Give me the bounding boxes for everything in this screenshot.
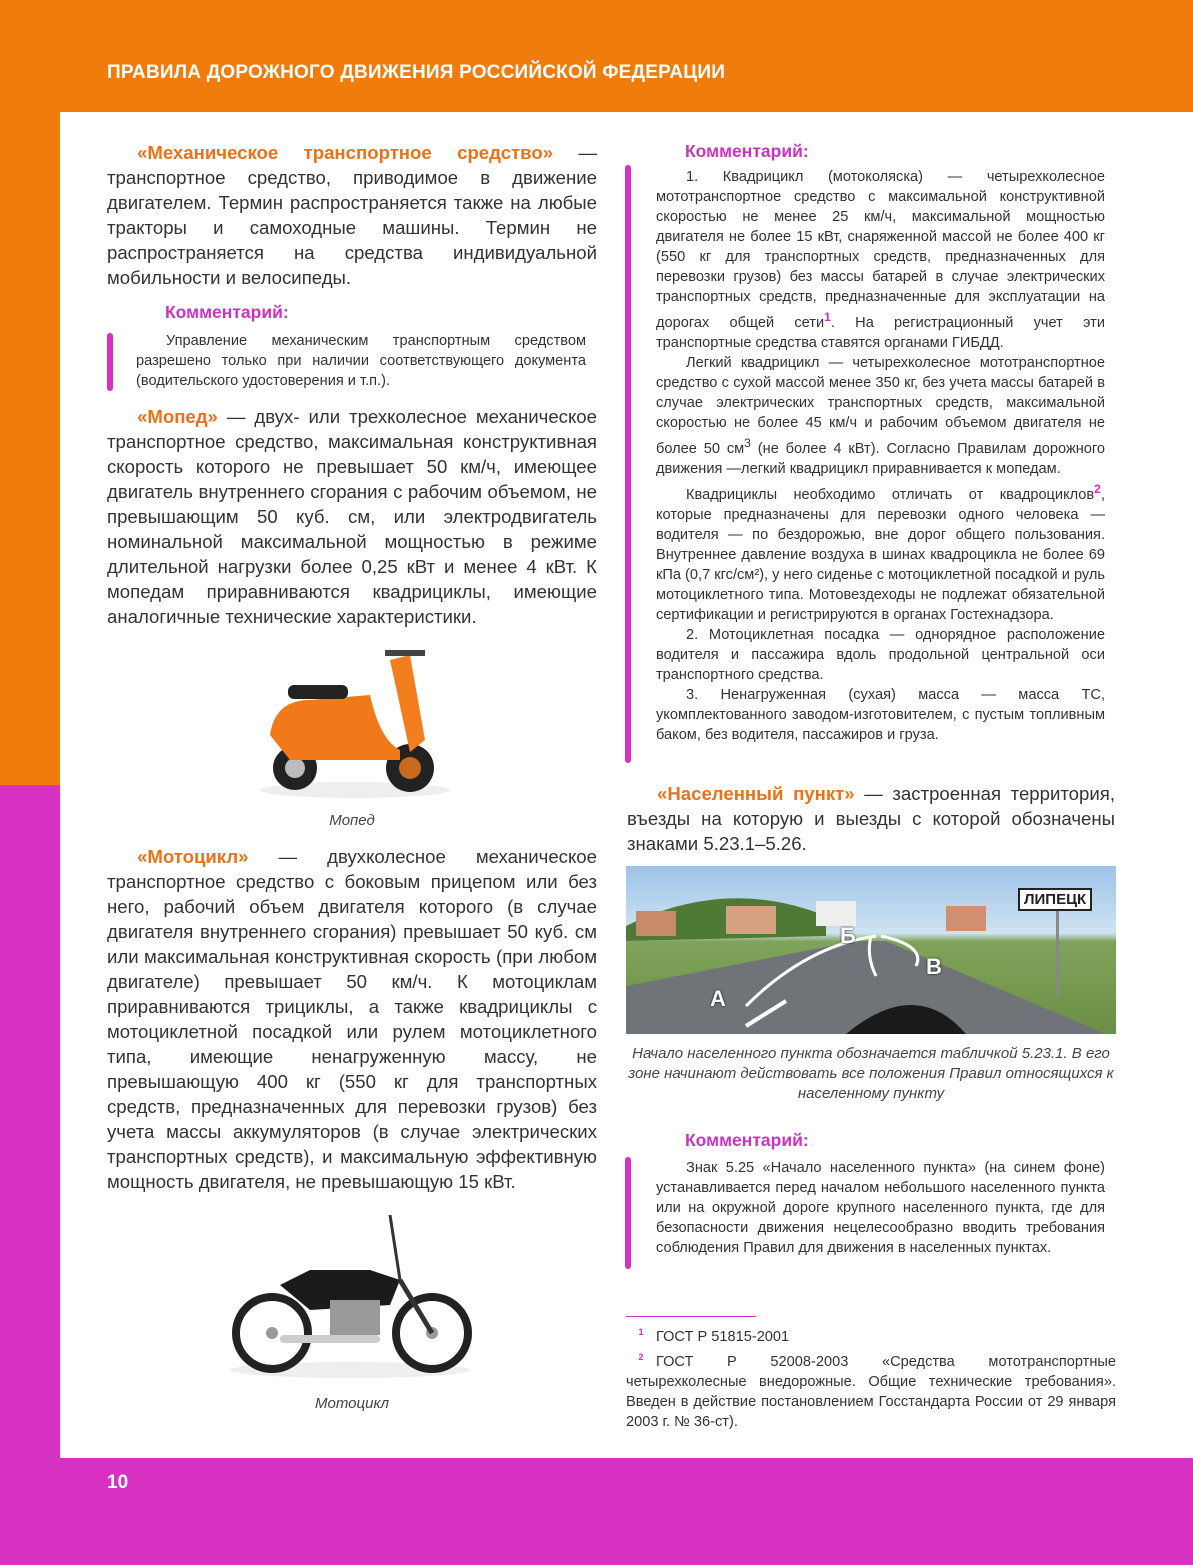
footer-band <box>0 1458 1193 1565</box>
photo-label-a: А <box>710 986 726 1011</box>
running-header: ПРАВИЛА ДОРОЖНОГО ДВИЖЕНИЯ РОССИЙСКОЙ ФЕДЕРАЦИИ <box>107 62 726 83</box>
road-photo <box>626 866 1116 1034</box>
comment-paragraph: Знак 5.25 «Начало населенного пункта» (на синем фоне) устанавливается перед началом небольшого населенного пункта или на окружной дороге крупного населенного пункта, где для безопасности движения нецелесообразно вводить требования соблюдения Правил для движения в населенных пунктах. <box>656 1160 1105 1256</box>
photo-label-b: Б <box>840 923 856 948</box>
comment-heading: Комментарий: <box>685 141 809 161</box>
motorcycle-image <box>220 1205 480 1380</box>
comment-text <box>136 331 586 391</box>
text: , которые предназначены для перевозки одного человека — водителя — по бездорожью, вне дорог общего пользования. Внутреннее давление воздуха в шинах квадроцикла не более 69 кПа (0,7 кгс/см²), у него сиденье с мотоциклетной посадкой и руль мотоциклетного типа. Мотовездеходы не подлежат обязательной сертификации и регистрируются в органах Гостехнадзора. <box>656 486 1105 623</box>
definition-mts <box>107 140 597 290</box>
comment-text <box>656 167 1105 745</box>
footnote-number: 1 <box>638 1327 644 1337</box>
text: . На регистрационный учет эти транспортные средства ставятся органами ГИБДД. <box>656 314 1105 351</box>
footnote-number: 2 <box>638 1352 644 1362</box>
text: 1. Квадрицикл (мотоколяска) — четырехколесное мототранспортное средство с максимальной конструктивной скоростью не менее 25 км/ч, максимальной мощностью двигателя не более 15 кВт, снаряженной массой не более 400 кг (550 кг для транспортных средств, предназначенных для перевозки грузов) без массы батарей в случае электрических транспортных средств, предназначенные для эксплуатации на дорогах общей сети <box>656 169 1105 331</box>
figure-caption: Начало населенного пункта обозначается табличкой 5.23.1. В его зоне начинают действовать все положения Правил относящихся к населенному пункту <box>628 1045 1114 1102</box>
settlement-sign: ЛИПЕЦК <box>1018 888 1092 911</box>
definition-text: — двух- или трехколесное механическое транспортное средство, максимальная конструктивная скорость которого не превышает 50 км/ч, имеющее двигатель внутреннего сгорания с рабочим объемом, не превышающим 50 куб. см, или электродвигатель номинальной максимальной мощностью в режиме длительной нагрузки более 0,25 кВт и менее 4 кВт. К мопедам приравниваются квадрициклы, имеющие аналогичные технические характеристики. <box>107 406 597 627</box>
comment-paragraph <box>656 353 1105 479</box>
term: «Населенный пункт» <box>657 783 855 804</box>
header-band <box>0 0 1193 112</box>
definition-text: — транспортное средство, приводимое в движение двигателем. Термин распространяется также на любые тракторы и самоходные машины. Термин не распространяется на средства индивидуальной мобильности и велосипеды. <box>107 142 597 288</box>
footnote <box>626 1322 1116 1347</box>
text: (не более 4 кВт). Согласно Правилам дорожного движения —легкий квадрицикл приравнивается к мопедам. <box>656 440 1105 477</box>
definition-settlement <box>627 781 1115 856</box>
term: «Механическое транспортное средство» <box>137 142 554 163</box>
side-strip-magenta <box>0 785 60 1465</box>
comment-heading: Комментарий: <box>165 302 289 322</box>
figure-caption: Мопед <box>329 812 375 829</box>
term: «Мотоцикл» <box>137 846 249 867</box>
photo-label-v: В <box>926 954 942 979</box>
comment-bar <box>625 165 631 763</box>
definition-text: — двухколесное механическое транспортное средство с боковым прицепом или без него, рабочий объем двигателя которого (в случае двигателя внутреннего сгорания) превышает 50 куб. см или максимальная конструктивная скорость (при любом двигателе) превышает 50 км/ч. К мотоциклам приравниваются трициклы, а также квадрициклы с мотоциклетной посадкой или рулем мотоциклетного типа, имеющие ненагруженную массу, не превышающую 400 кг (550 кг для транспортных средств, предназначенных для перевозки грузов) без учета массы аккумуляторов (в случае электрических транспортных средств), и максимальную эффективную мощность двигателя, не превышающую 15 кВт. <box>107 846 597 1192</box>
comment-paragraph <box>656 167 1105 353</box>
footnote-text: ГОСТ Р 51815-2001 <box>656 1328 790 1345</box>
footnote-text: ГОСТ Р 52008-2003 «Средства мототранспортные четырехколесные внедорожные. Общие технические требования». Введен в действие постановлением Госстандарта России от 29 января 2003 г. № 36-ст). <box>626 1353 1116 1430</box>
footnote-ref[interactable]: 2 <box>1094 481 1101 496</box>
definition-moped <box>107 404 597 629</box>
comment-text <box>656 1158 1105 1258</box>
definition-motorcycle <box>107 844 597 1194</box>
text: Квадрициклы необходимо отличать от квадроциклов <box>686 486 1095 503</box>
footnote-ref[interactable]: 1 <box>824 310 831 324</box>
figure-caption: Мотоцикл <box>315 1395 389 1412</box>
moped-image <box>250 640 460 800</box>
page-number: 10 <box>107 1472 129 1493</box>
comment-paragraph: 2. Мотоциклетная посадка — однорядное расположение водителя и пассажира вдоль продольной центральной оси транспортного средства. <box>656 626 1105 683</box>
superscript: 3 <box>744 435 751 450</box>
comment-bar <box>625 1157 631 1269</box>
footnote-divider <box>626 1316 756 1317</box>
definition-text: — застроенная территория, въезды на которую и выезды с которой обозначены знаками 5.23.1–5.26. <box>627 783 1115 854</box>
comment-paragraph: 3. Ненагруженная (сухая) масса — масса ТС, укомплектованного заводом-изготовителем, с пустым топливным баком, без водителя, пассажиров и груза. <box>656 686 1105 743</box>
comment-paragraph <box>656 479 1105 625</box>
comment-paragraph: Управление механическим транспортным средством разрешено только при наличии соответствующего документа (водительского удостоверения и т.п.). <box>136 333 586 389</box>
comment-heading: Комментарий: <box>685 1130 809 1150</box>
text: Легкий квадрицикл — четырехколесное мототранспортное средство с сухой массой менее 350 кг, без учета массы батарей в случае электрических транспортных средств, максимальной скоростью не более 45 км/ч и рабочим объемом двигателя не более 50 см <box>656 354 1105 457</box>
comment-bar <box>107 333 113 391</box>
term: «Мопед» <box>137 406 218 427</box>
side-strip-orange <box>0 112 60 785</box>
footnote <box>626 1347 1116 1432</box>
